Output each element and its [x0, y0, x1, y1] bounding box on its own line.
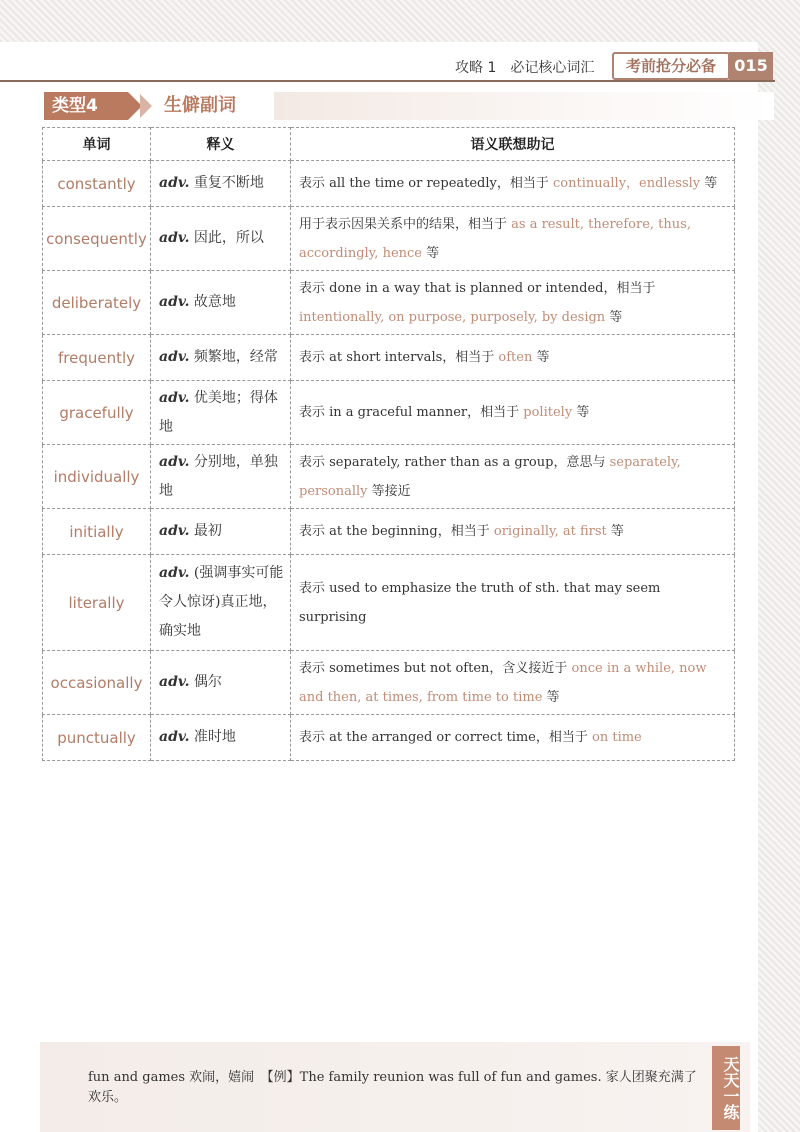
meaning-text: 频繁地，经常 — [193, 349, 278, 365]
word-cell: frequently — [43, 335, 151, 381]
synonym-highlight: often — [498, 350, 533, 365]
meaning-cell — [151, 271, 291, 335]
meaning-text: (强调事实可能令人惊讶)真正地，确实地 — [159, 565, 284, 639]
type-tag: 类型4 — [44, 92, 128, 120]
meaning-cell — [151, 651, 291, 715]
meaning-text: 最初 — [193, 523, 222, 539]
table-row — [43, 335, 735, 381]
synonym-highlight: intentionally, on purpose, purposely, by design — [299, 309, 606, 325]
footer-tab — [712, 1046, 740, 1130]
table-row — [43, 555, 735, 651]
synonym-highlight: once in a while, now and then, at times, from time to time — [299, 660, 707, 705]
section-title — [44, 92, 784, 120]
mnemonic-text: 等 — [572, 405, 590, 420]
part-of-speech: adv. — [159, 565, 190, 581]
part-of-speech: adv. — [159, 729, 190, 745]
mnemonic-text: 表示 sometimes but not often，含义接近于 — [299, 660, 572, 676]
footer-tab-label: 天天一练 — [721, 1056, 740, 1120]
mnemonic-cell — [291, 207, 735, 271]
mnemonic-text: 表示 all the time or repeatedly，相当于 — [299, 176, 554, 191]
mnemonic-text: 表示 at the beginning，相当于 — [299, 524, 494, 539]
meaning-text: 故意地 — [193, 294, 236, 310]
meaning-cell — [151, 445, 291, 509]
meaning-cell — [151, 715, 291, 761]
mnemonic-cell — [291, 271, 735, 335]
word-cell: individually — [43, 445, 151, 509]
meaning-text: 因此，所以 — [193, 230, 264, 246]
word-cell: punctually — [43, 715, 151, 761]
mnemonic-text: 表示 in a graceful manner，相当于 — [299, 405, 524, 420]
mnemonic-cell — [291, 555, 735, 651]
word-cell: gracefully — [43, 381, 151, 445]
meaning-cell — [151, 161, 291, 207]
column-header-meaning: 释义 — [151, 128, 291, 161]
chevron-right-icon — [140, 94, 152, 118]
part-of-speech: adv. — [159, 230, 190, 246]
type-name: 生僻副词 — [164, 95, 236, 116]
column-header-mnemonic: 语义联想助记 — [291, 128, 735, 161]
meaning-text: 重复不断地 — [193, 175, 264, 191]
meaning-text: 分别地，单独地 — [159, 453, 278, 499]
mnemonic-text: 等 — [421, 245, 440, 261]
word-cell: initially — [43, 509, 151, 555]
word-cell: occasionally — [43, 651, 151, 715]
meaning-text: 准时地 — [193, 729, 236, 745]
table-row — [43, 271, 735, 335]
vocab-table — [42, 127, 735, 761]
word-cell: constantly — [43, 161, 151, 207]
top-decorative-band — [0, 0, 800, 42]
mnemonic-text: 表示 at short intervals，相当于 — [299, 350, 499, 365]
meaning-text: 偶尔 — [193, 674, 222, 690]
meaning-text: 优美地；得体地 — [159, 389, 278, 435]
synonym-highlight: as a result, therefore, thus, accordingly, hence — [299, 216, 691, 261]
right-decorative-band — [758, 0, 800, 1132]
part-of-speech: adv. — [159, 294, 190, 310]
mnemonic-cell — [291, 715, 735, 761]
table-row — [43, 161, 735, 207]
synonym-highlight: politely — [523, 405, 573, 420]
table-row — [43, 651, 735, 715]
mnemonic-text: 等 — [606, 524, 624, 539]
title-shade — [274, 92, 774, 120]
page-header — [0, 50, 775, 82]
part-of-speech: adv. — [159, 389, 190, 406]
synonym-highlight: on time — [592, 730, 642, 745]
mnemonic-cell — [291, 651, 735, 715]
table-row — [43, 207, 735, 271]
mnemonic-text: 等接近 — [367, 483, 411, 499]
word-cell: literally — [43, 555, 151, 651]
column-header-word: 单词 — [43, 128, 151, 161]
word-cell: deliberately — [43, 271, 151, 335]
mnemonic-cell — [291, 161, 735, 207]
mnemonic-text: 表示 used to emphasize the truth of sth. that may seem surprising — [299, 580, 661, 625]
part-of-speech: adv. — [159, 674, 190, 690]
vocab-table-body — [43, 161, 735, 761]
page-number: 015 — [729, 52, 773, 80]
meaning-cell — [151, 207, 291, 271]
part-of-speech: adv. — [159, 175, 190, 191]
header-guide-title: 攻略 1 必记核心词汇 — [455, 60, 595, 76]
table-row — [43, 509, 735, 555]
part-of-speech: adv. — [159, 523, 190, 539]
mnemonic-text: 等 — [542, 689, 560, 705]
table-row — [43, 715, 735, 761]
mnemonic-cell — [291, 335, 735, 381]
synonym-highlight: separately, personally — [299, 454, 681, 499]
mnemonic-text: 表示 at the arranged or correct time，相当于 — [299, 730, 593, 745]
part-of-speech: adv. — [159, 453, 190, 470]
mnemonic-text: 表示 done in a way that is planned or intended，相当于 — [299, 280, 656, 296]
meaning-cell — [151, 381, 291, 445]
meaning-cell — [151, 555, 291, 651]
mnemonic-text: 表示 separately, rather than as a group，意思与 — [299, 454, 610, 470]
synonym-highlight: continually，endlessly — [553, 176, 701, 191]
table-header-row — [43, 128, 735, 161]
part-of-speech: adv. — [159, 349, 190, 365]
mnemonic-text: 等 — [605, 309, 623, 325]
meaning-cell — [151, 335, 291, 381]
mnemonic-cell — [291, 509, 735, 555]
meaning-cell — [151, 509, 291, 555]
word-cell: consequently — [43, 207, 151, 271]
mnemonic-cell — [291, 445, 735, 509]
synonym-highlight: originally, at first — [493, 524, 607, 539]
footer-text: fun and games 欢闹，嬉闹 【例】The family reunion was full of fun and games. 家人团聚充满了欢乐。 — [88, 1070, 697, 1105]
mnemonic-text: 等 — [532, 350, 550, 365]
mnemonic-cell — [291, 381, 735, 445]
header-box-label: 考前抢分必备 — [612, 52, 730, 80]
mnemonic-text: 等 — [700, 176, 718, 191]
mnemonic-text: 用于表示因果关系中的结果，相当于 — [299, 216, 512, 232]
table-row — [43, 445, 735, 509]
table-row — [43, 381, 735, 445]
